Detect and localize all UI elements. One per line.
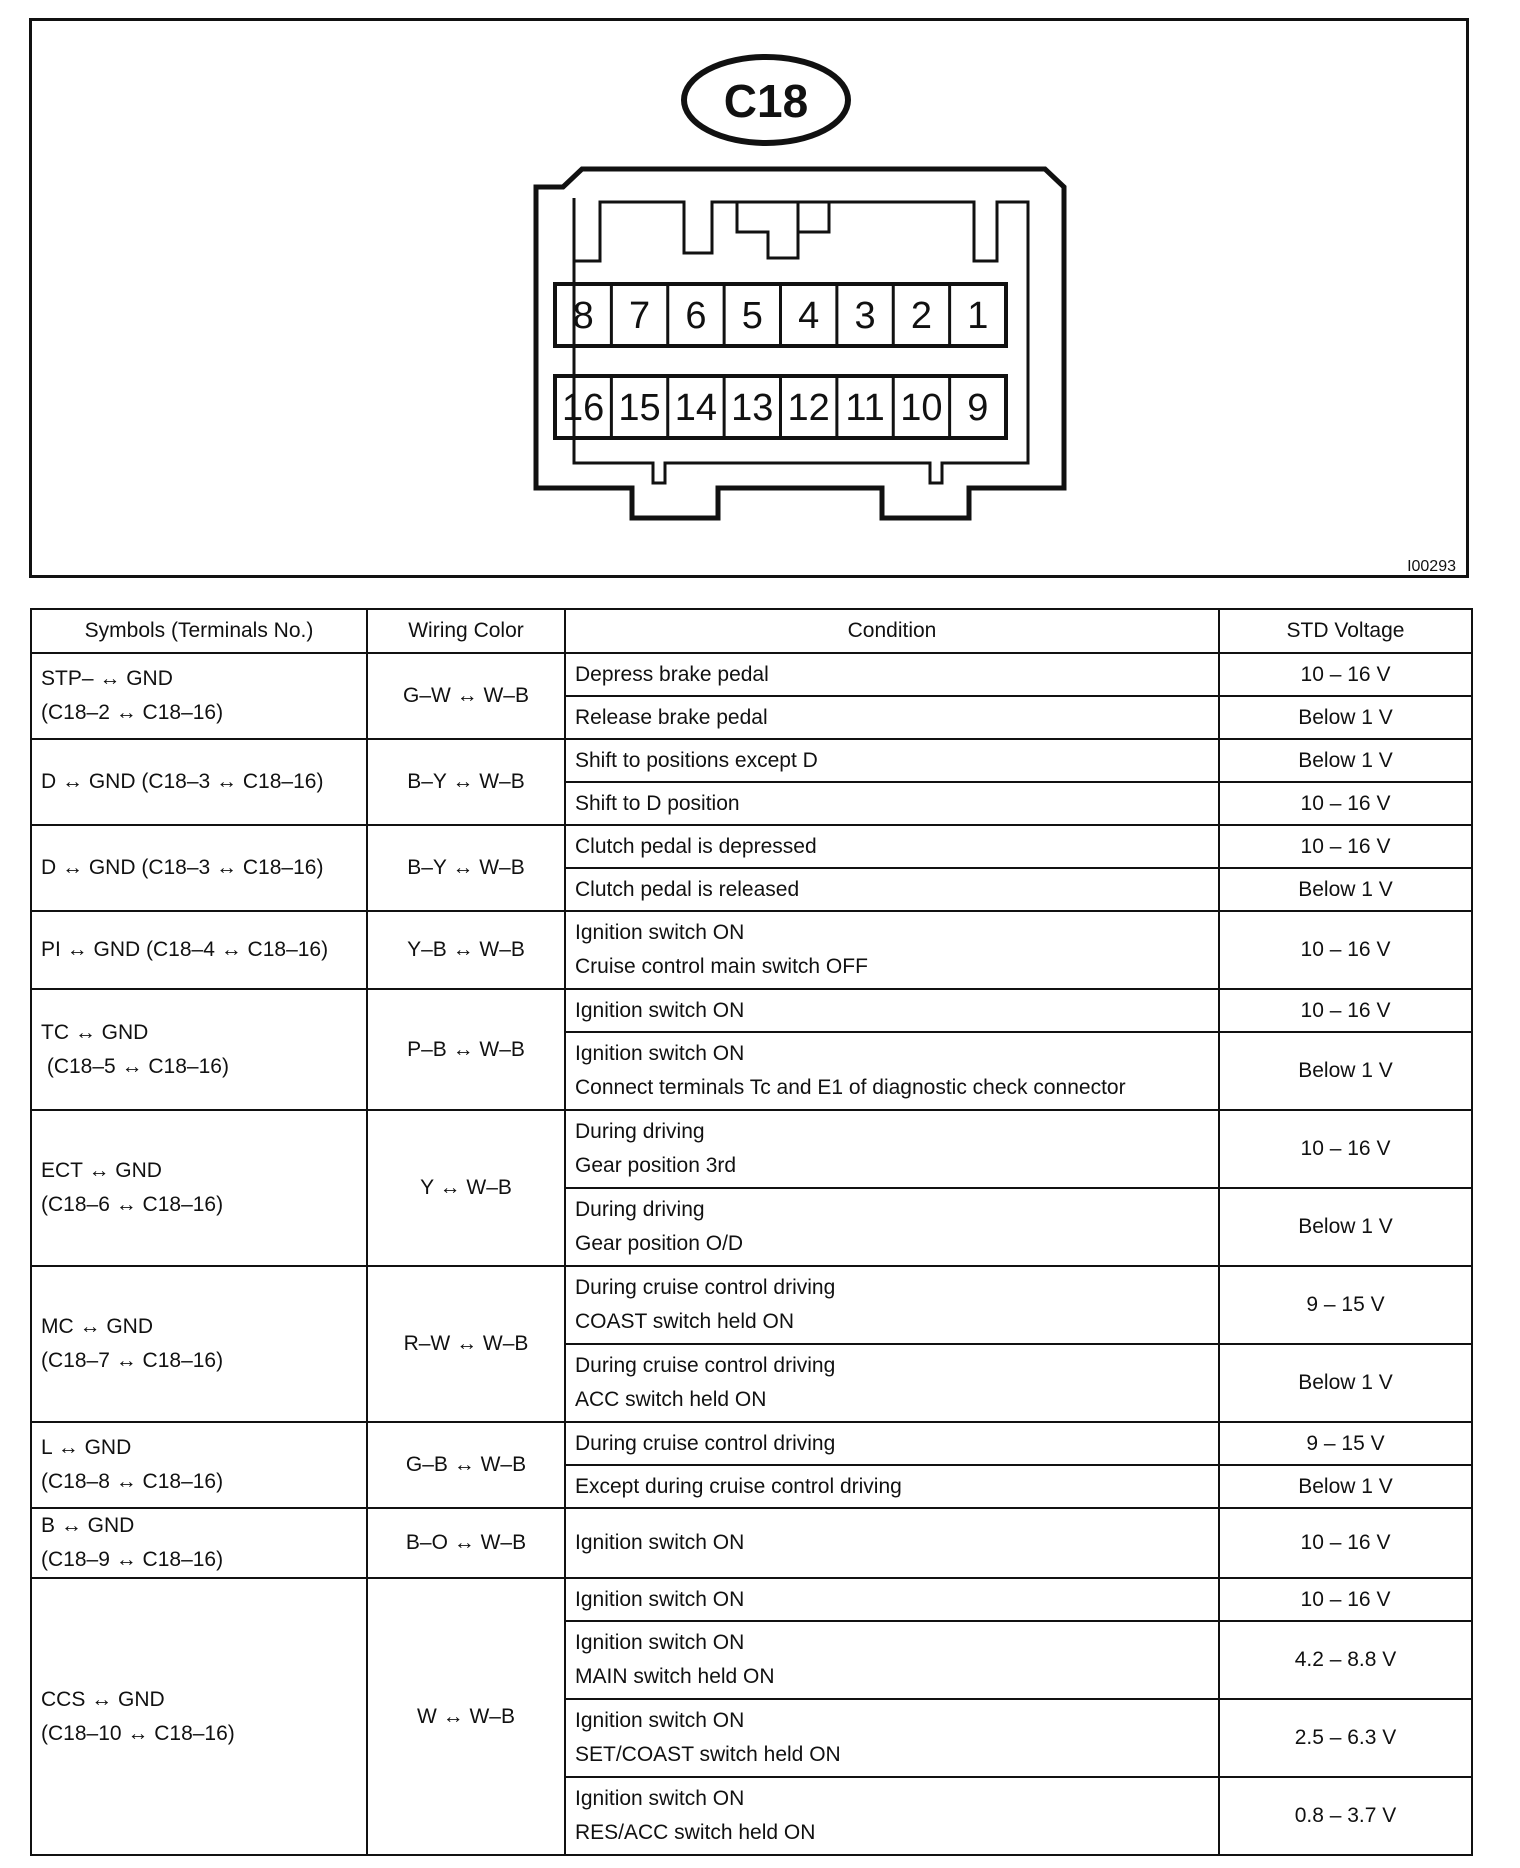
std-voltage-cell: 10 – 16 V <box>1219 653 1472 696</box>
condition-cell <box>565 868 1219 911</box>
std-voltage-cell: Below 1 V <box>1219 739 1472 782</box>
symbol-cell <box>31 739 367 825</box>
symbol-line: (C18–6 ↔ C18–16) <box>41 1193 224 1216</box>
condition-cell <box>565 1110 1219 1188</box>
condition-cell <box>565 696 1219 739</box>
pin-number-8: 8 <box>572 295 594 337</box>
std-voltage-cell: 9 – 15 V <box>1219 1422 1472 1465</box>
condition-line: ACC switch held ON <box>575 1388 767 1411</box>
connector-inner-outline <box>574 198 1028 483</box>
table-row <box>31 1110 1472 1188</box>
std-voltage-cell: 10 – 16 V <box>1219 911 1472 989</box>
condition-cell <box>565 739 1219 782</box>
condition-line: Clutch pedal is depressed <box>575 834 817 858</box>
condition-line: Ignition switch ON <box>575 1631 745 1654</box>
condition-line: During driving <box>575 1120 705 1143</box>
symbol-line: B ↔ GND <box>41 1514 135 1537</box>
condition-line: Gear position O/D <box>575 1232 744 1255</box>
table-row <box>31 1422 1472 1465</box>
condition-line: During cruise control driving <box>575 1354 836 1377</box>
condition-line: Ignition switch ON <box>575 1787 745 1810</box>
symbol-line: TC ↔ GND <box>41 1020 149 1044</box>
condition-line: Ignition switch ON <box>575 1042 745 1065</box>
pin-number-15: 15 <box>618 387 661 429</box>
header-symbols: Symbols (Terminals No.) <box>31 609 367 653</box>
condition-line: Ignition switch ON <box>575 1587 745 1611</box>
symbol-line: (C18–7 ↔ C18–16) <box>41 1349 224 1372</box>
std-voltage-cell: Below 1 V <box>1219 1344 1472 1422</box>
symbol-cell <box>31 1578 367 1855</box>
symbol-line: (C18–5 ↔ C18–16) <box>41 1054 229 1078</box>
figure-reference-code: I00293 <box>1407 558 1456 575</box>
std-voltage-cell: Below 1 V <box>1219 1188 1472 1266</box>
wiring-color-cell: W ↔ W–B <box>367 1578 565 1855</box>
symbol-line: CCS ↔ GND <box>41 1687 165 1711</box>
condition-cell <box>565 1188 1219 1266</box>
pin-number-10: 10 <box>900 387 943 429</box>
table-row <box>31 989 1472 1032</box>
condition-line: Gear position 3rd <box>575 1154 737 1177</box>
std-voltage-cell: Below 1 V <box>1219 868 1472 911</box>
pin-number-12: 12 <box>787 387 830 429</box>
table-row <box>31 911 1472 989</box>
symbol-cell <box>31 1110 367 1266</box>
symbol-cell <box>31 911 367 989</box>
pin-number-16: 16 <box>562 387 605 429</box>
condition-line: SET/COAST switch held ON <box>575 1743 841 1766</box>
std-voltage-cell: 10 – 16 V <box>1219 782 1472 825</box>
symbol-line: (C18–2 ↔ C18–16) <box>41 701 224 724</box>
condition-line: Ignition switch ON <box>575 998 745 1022</box>
symbol-cell <box>31 989 367 1110</box>
condition-line: Shift to positions except D <box>575 748 818 772</box>
condition-line: Shift to D position <box>575 791 740 815</box>
symbol-line: MC ↔ GND <box>41 1315 153 1338</box>
table-body <box>31 653 1472 1855</box>
pin-number-6: 6 <box>685 295 707 337</box>
wiring-color-cell: P–B ↔ W–B <box>367 989 565 1110</box>
condition-line: Release brake pedal <box>575 705 768 729</box>
condition-line: During cruise control driving <box>575 1431 836 1455</box>
symbol-line: (C18–9 ↔ C18–16) <box>41 1548 224 1571</box>
table-row <box>31 1578 1472 1621</box>
pin-number-7: 7 <box>628 295 651 337</box>
symbol-cell <box>31 1508 367 1578</box>
symbol-cell <box>31 1422 367 1508</box>
condition-cell <box>565 1777 1219 1855</box>
connector-diagram <box>29 18 1469 578</box>
pin-number-4: 4 <box>798 295 820 337</box>
wiring-color-cell: G–W ↔ W–B <box>367 653 565 739</box>
condition-cell <box>565 1621 1219 1699</box>
condition-line: During driving <box>575 1198 705 1221</box>
table-row <box>31 653 1472 696</box>
wiring-color-cell: G–B ↔ W–B <box>367 1422 565 1508</box>
pin-number-9: 9 <box>967 387 989 429</box>
condition-line: During cruise control driving <box>575 1276 836 1299</box>
std-voltage-cell: 2.5 – 6.3 V <box>1219 1699 1472 1777</box>
pin-number-2: 2 <box>910 295 933 337</box>
symbol-line: (C18–8 ↔ C18–16) <box>41 1470 224 1493</box>
condition-line: Except during cruise control driving <box>575 1474 902 1498</box>
condition-cell <box>565 989 1219 1032</box>
condition-line: RES/ACC switch held ON <box>575 1821 816 1844</box>
std-voltage-cell: Below 1 V <box>1219 696 1472 739</box>
condition-cell <box>565 911 1219 989</box>
condition-cell <box>565 1465 1219 1508</box>
table-row <box>31 1266 1472 1344</box>
header-condition: Condition <box>565 609 1219 653</box>
table-row <box>31 1508 1472 1578</box>
table-row <box>31 739 1472 782</box>
symbol-line: STP– ↔ GND <box>41 667 173 690</box>
condition-cell <box>565 1699 1219 1777</box>
pin-grid <box>555 284 1006 438</box>
std-voltage-cell: Below 1 V <box>1219 1465 1472 1508</box>
wiring-color-cell: Y ↔ W–B <box>367 1110 565 1266</box>
condition-cell <box>565 1422 1219 1465</box>
connector-id-label: C18 <box>723 75 809 127</box>
std-voltage-cell: 4.2 – 8.8 V <box>1219 1621 1472 1699</box>
condition-line: Ignition switch ON <box>575 1531 745 1554</box>
symbol-line: (C18–10 ↔ C18–16) <box>41 1721 235 1745</box>
pin-number-11: 11 <box>845 387 885 429</box>
symbol-line: L ↔ GND <box>41 1436 132 1459</box>
symbol-cell <box>31 653 367 739</box>
header-wiring-color: Wiring Color <box>367 609 565 653</box>
table-row <box>31 825 1472 868</box>
pin-number-13: 13 <box>731 387 774 429</box>
condition-cell <box>565 1032 1219 1110</box>
symbol-line: ECT ↔ GND <box>41 1159 162 1182</box>
wiring-color-cell: Y–B ↔ W–B <box>367 911 565 989</box>
condition-cell <box>565 653 1219 696</box>
symbol-line: D ↔ GND (C18–3 ↔ C18–16) <box>41 856 324 879</box>
terminal-voltage-table <box>30 608 1473 1856</box>
pin-number-5: 5 <box>741 295 763 337</box>
std-voltage-cell: 9 – 15 V <box>1219 1266 1472 1344</box>
std-voltage-cell: 10 – 16 V <box>1219 1578 1472 1621</box>
wiring-color-cell: B–O ↔ W–B <box>367 1508 565 1578</box>
condition-cell <box>565 1508 1219 1578</box>
wiring-color-cell: B–Y ↔ W–B <box>367 739 565 825</box>
condition-cell <box>565 1578 1219 1621</box>
condition-line: Clutch pedal is released <box>575 877 800 901</box>
condition-line: MAIN switch held ON <box>575 1665 775 1688</box>
condition-cell <box>565 825 1219 868</box>
symbol-cell <box>31 1266 367 1422</box>
std-voltage-cell: 10 – 16 V <box>1219 825 1472 868</box>
symbol-line: D ↔ GND (C18–3 ↔ C18–16) <box>41 770 324 793</box>
std-voltage-cell: 10 – 16 V <box>1219 1508 1472 1578</box>
condition-line: Ignition switch ON <box>575 921 745 944</box>
wiring-color-cell: R–W ↔ W–B <box>367 1266 565 1422</box>
connector-housing-outline <box>536 169 1064 518</box>
connector-c18-drawing <box>32 21 1466 575</box>
symbol-cell <box>31 825 367 911</box>
std-voltage-cell: 10 – 16 V <box>1219 989 1472 1032</box>
pin-number-3: 3 <box>854 295 876 337</box>
condition-line: Cruise control main switch OFF <box>575 955 868 978</box>
table-header-row <box>31 609 1472 653</box>
pin-number-1: 1 <box>967 295 989 337</box>
connector-lock-tab <box>737 202 829 258</box>
condition-line: Connect terminals Tc and E1 of diagnostic check connector <box>575 1076 1126 1099</box>
condition-cell <box>565 1266 1219 1344</box>
condition-cell <box>565 1344 1219 1422</box>
pin-number-14: 14 <box>674 387 718 429</box>
symbol-line: PI ↔ GND (C18–4 ↔ C18–16) <box>41 938 329 961</box>
condition-line: Ignition switch ON <box>575 1709 745 1732</box>
condition-line: COAST switch held ON <box>575 1310 795 1333</box>
std-voltage-cell: Below 1 V <box>1219 1032 1472 1110</box>
std-voltage-cell: 0.8 – 3.7 V <box>1219 1777 1472 1855</box>
wiring-color-cell: B–Y ↔ W–B <box>367 825 565 911</box>
condition-cell <box>565 782 1219 825</box>
std-voltage-cell: 10 – 16 V <box>1219 1110 1472 1188</box>
header-std-voltage: STD Voltage <box>1219 609 1472 653</box>
condition-line: Depress brake pedal <box>575 662 769 686</box>
